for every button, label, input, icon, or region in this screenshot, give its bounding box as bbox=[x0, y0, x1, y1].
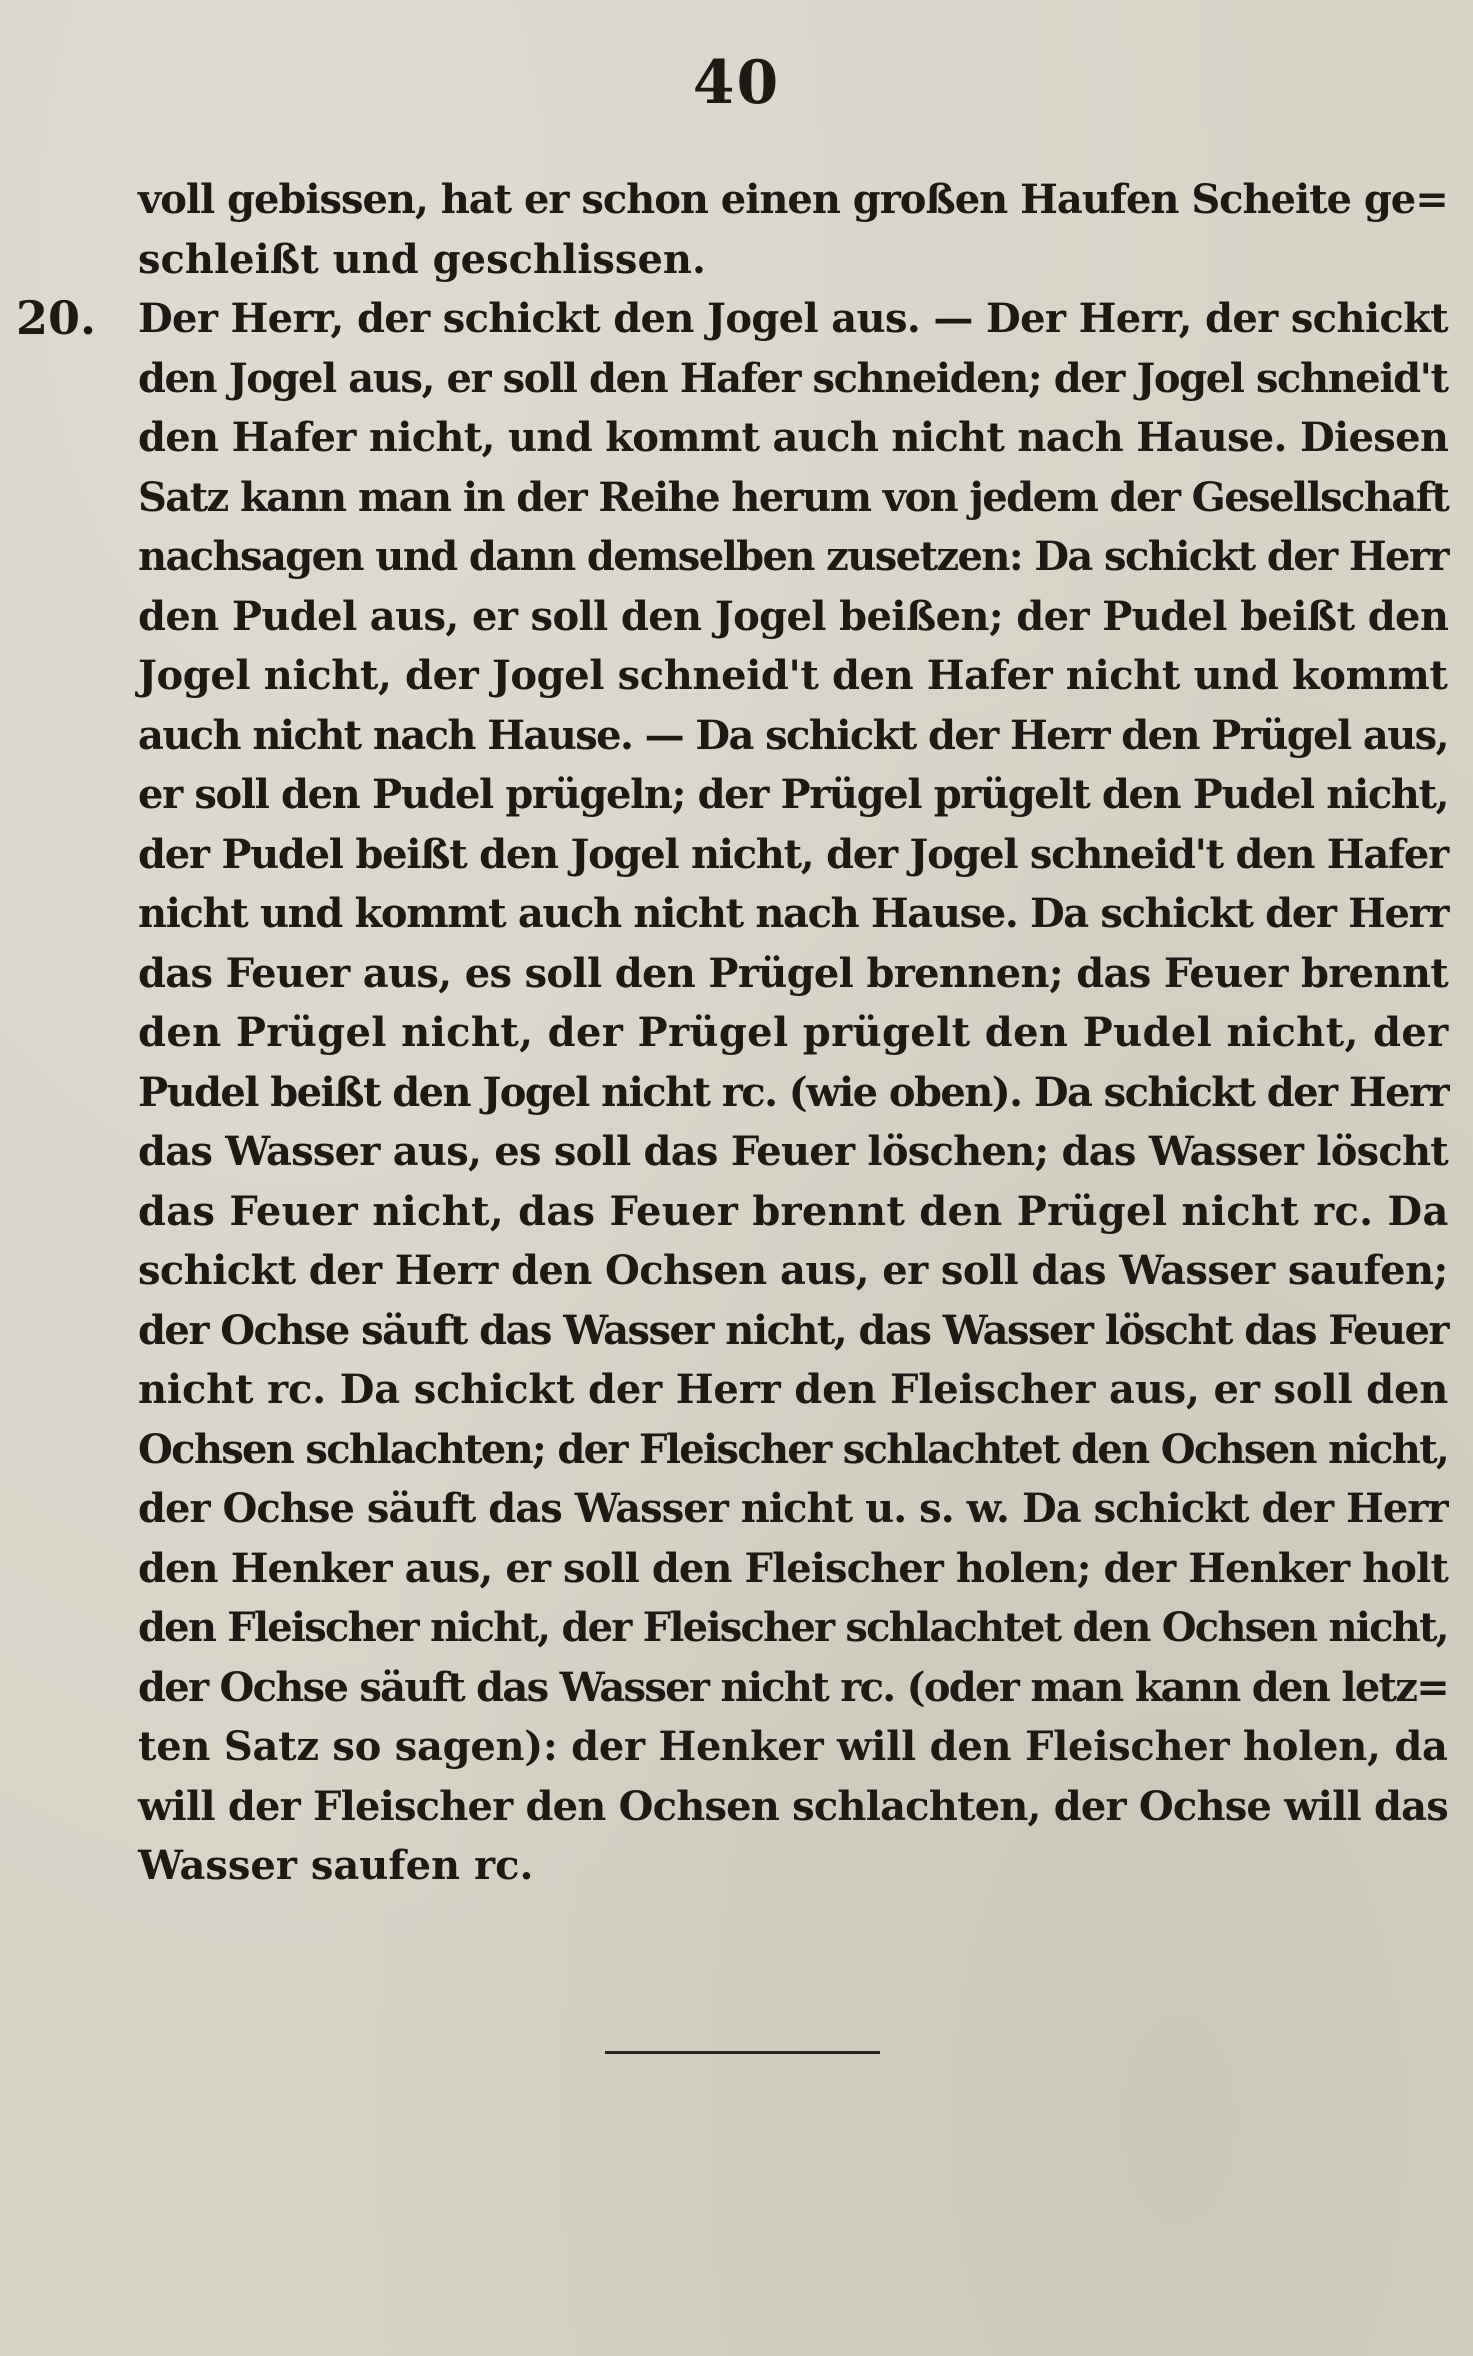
text-line: den Fleischer nicht, der Fleischer schlachtet den Ochsen nicht, bbox=[138, 1604, 1448, 1651]
text-line: das Feuer aus, es soll den Prügel brennen; das Feuer brennt bbox=[138, 949, 1449, 997]
text-line: schickt der Herr den Ochsen aus, er soll das Wasser saufen; bbox=[138, 1247, 1448, 1294]
text-line: der Ochse säuft das Wasser nicht u. s. w. Da schickt der Herr bbox=[138, 1485, 1448, 1532]
item-number: 20. bbox=[16, 291, 97, 345]
text-line: Der Herr, der schickt den Jogel aus. — Der Herr, der schickt bbox=[138, 295, 1448, 342]
text-line: den Hafer nicht, und kommt auch nicht nach Hause. Diesen bbox=[138, 414, 1449, 461]
text-line: nicht und kommt auch nicht nach Hause. Da schickt der Herr bbox=[138, 890, 1449, 937]
text-line: schleißt und geschlissen. bbox=[138, 235, 706, 283]
text-line: den Jogel aus, er soll den Hafer schneiden; der Jogel schneid't bbox=[138, 354, 1448, 402]
text-line: den Pudel aus, er soll den Jogel beißen; der Pudel beißt den bbox=[138, 592, 1449, 640]
text-line: er soll den Pudel prügeln; der Prügel prügelt den Pudel nicht, bbox=[138, 771, 1449, 818]
section-divider bbox=[605, 2051, 880, 2054]
text-line: Ochsen schlachten; der Fleischer schlachtet den Ochsen nicht, bbox=[138, 1425, 1449, 1473]
text-line: der Pudel beißt den Jogel nicht, der Jogel schneid't den Hafer bbox=[138, 830, 1448, 878]
text-line: nicht rc. Da schickt der Herr den Fleischer aus, er soll den bbox=[138, 1366, 1449, 1413]
text-line: ten Satz so sagen): der Henker will den Fleischer holen, da bbox=[138, 1723, 1448, 1770]
text-line: der Ochse säuft das Wasser nicht rc. (oder man kann den letz= bbox=[138, 1663, 1449, 1711]
text-line: Wasser saufen rc. bbox=[138, 1842, 534, 1889]
text-line: das Wasser aus, es soll das Feuer löschen; das Wasser löscht bbox=[138, 1128, 1449, 1175]
page-number: 40 bbox=[692, 48, 781, 118]
text-line: den Henker aus, er soll den Fleischer holen; der Henker holt bbox=[138, 1544, 1448, 1592]
text-line: auch nicht nach Hause. — Da schickt der Herr den Prügel aus, bbox=[138, 711, 1448, 759]
text-line: voll gebissen, hat er schon einen großen Haufen Scheite ge= bbox=[138, 176, 1448, 223]
text-line: nachsagen und dann demselben zusetzen: Da schickt der Herr bbox=[138, 533, 1448, 580]
text-line: Jogel nicht, der Jogel schneid't den Hafer nicht und kommt bbox=[138, 652, 1448, 699]
text-line: das Feuer nicht, das Feuer brennt den Prügel nicht rc. Da bbox=[138, 1187, 1449, 1235]
text-line: will der Fleischer den Ochsen schlachten, der Ochse will das bbox=[138, 1782, 1448, 1830]
text-line: der Ochse säuft das Wasser nicht, das Wasser löscht das Feuer bbox=[138, 1306, 1448, 1354]
body-text bbox=[138, 170, 1448, 1896]
text-line: Pudel beißt den Jogel nicht rc. (wie oben). Da schickt der Herr bbox=[138, 1068, 1448, 1116]
text-line: Satz kann man in der Reihe herum von jedem der Gesellschaft bbox=[138, 473, 1449, 521]
text-line: den Prügel nicht, der Prügel prügelt den Pudel nicht, der bbox=[138, 1009, 1449, 1056]
